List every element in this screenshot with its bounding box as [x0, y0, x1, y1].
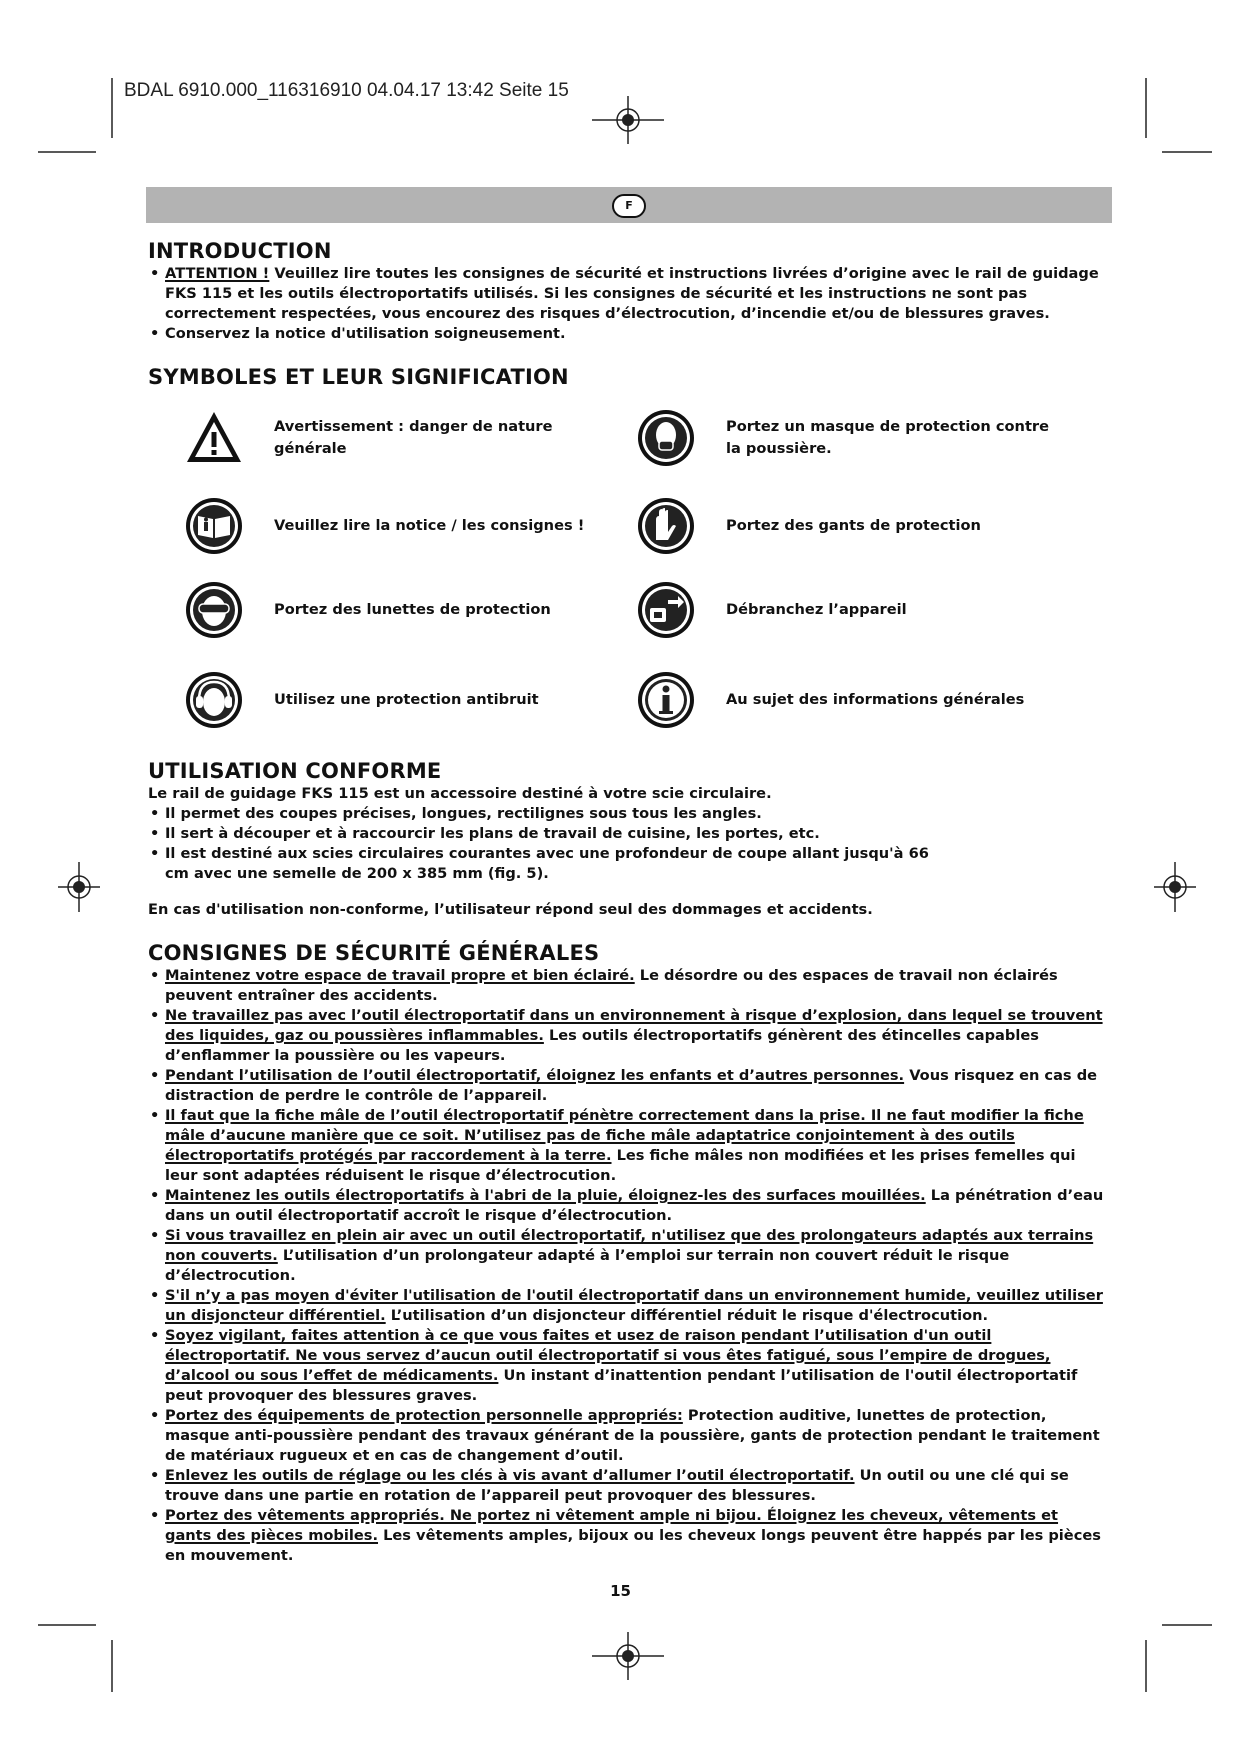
list-item — [148, 1286, 1108, 1326]
list-item — [148, 1186, 1108, 1226]
warning-triangle-icon — [184, 408, 244, 468]
safety-explanation: Le désordre ou des espaces de travail non éclairés peuvent entraîner des accidents. — [165, 967, 1058, 1004]
list-item: • Il permet des coupes précises, longues, rectilignes sous tous les angles. — [148, 804, 1108, 824]
list-item: • Conservez la notice d'utilisation soigneusement. — [148, 324, 1108, 344]
symbol-label: Veuillez lire la notice / les consignes ! — [274, 517, 585, 534]
attention-text: Veuillez lire toutes les consignes de sécurité et instructions livrées d’origine avec le rail de guidage FKS 115 et les outils électroportatifs utilisés. Si les consignes de sécurité et les instructions ne sont pas correctement respectées, vous encourez des risques d’électrocution, d’incendie et/ou de blessures graves. — [165, 265, 1099, 322]
safety-goggles-icon — [184, 580, 244, 640]
list-item — [148, 1066, 1108, 1106]
dust-mask-icon — [636, 408, 696, 468]
page-number: 15 — [610, 1582, 631, 1600]
safety-explanation: Les fiche mâles non modifiées et les prises femelles qui leur sont adaptées réduisent le risque d’électrocution. — [165, 1147, 1076, 1184]
unplug-icon — [636, 580, 696, 640]
symbol-dust-mask — [636, 408, 1056, 468]
safety-explanation: Vous risquez en cas de distraction de perdre le contrôle de l’appareil. — [165, 1067, 1098, 1104]
usage-heading: UTILISATION CONFORME — [148, 759, 442, 783]
list-item — [148, 264, 1108, 324]
safety-explanation: L’utilisation d’un prolongateur adapté à l’emploi sur terrain non couvert réduit le risque d’électrocution. — [165, 1247, 1010, 1284]
info-icon — [636, 670, 696, 730]
intro-heading: INTRODUCTION — [148, 239, 332, 263]
symbols-heading: SYMBOLES ET LEUR SIGNIFICATION — [148, 365, 569, 389]
list-item — [148, 1506, 1108, 1566]
safety-rule: Portez des vêtements appropriés. Ne portez ni vêtement ample ni bijou. Éloignez les cheveux, vêtements et gants des pièces mobiles. — [165, 1507, 1059, 1544]
usage-liability: En cas d'utilisation non-conforme, l’utilisateur répond seul des dommages et accidents. — [148, 901, 873, 918]
print-slug: BDAL 6910.000_116316910 04.04.17 13:42 Seite 15 — [124, 80, 569, 101]
safety-explanation: La pénétration d’eau dans un outil électroportatif accroît le risque d’électrocution. — [165, 1187, 1104, 1224]
gloves-icon — [636, 496, 696, 556]
symbol-goggles — [184, 580, 614, 640]
list-item: • Il sert à découper et à raccourcir les plans de travail de cuisine, les portes, etc. — [148, 824, 1108, 844]
symbol-label: Portez des lunettes de protection — [274, 601, 551, 618]
list-item — [148, 1106, 1108, 1186]
attention-label: ATTENTION ! — [165, 265, 270, 282]
usage-list — [148, 804, 1108, 884]
safety-rule: Maintenez les outils électroportatifs à l'abri de la pluie, éloignez-les des surfaces mouillées. — [165, 1187, 926, 1204]
safety-explanation: Les vêtements amples, bijoux ou les cheveux longs peuvent être happés par les pièces en mouvement. — [165, 1527, 1101, 1564]
safety-explanation: Un instant d’inattention pendant l’utilisation de l'outil électroportatif peut provoquer des blessures graves. — [165, 1367, 1078, 1404]
safety-heading: CONSIGNES DE SÉCURITÉ GÉNÉRALES — [148, 941, 600, 965]
safety-rule: Ne travaillez pas avec l’outil électroportatif dans un environnement à risque d’explosion, dans lequel se trouvent des liquides, gaz ou poussières inflammables. — [165, 1007, 1103, 1044]
page-content — [148, 238, 1108, 1566]
symbol-warning — [184, 408, 614, 468]
symbol-info — [636, 670, 1056, 730]
symbol-read-manual — [184, 496, 614, 556]
symbol-label: Portez un masque de protection contre la poussière. — [726, 418, 1050, 457]
safety-rule: S'il n’y a pas moyen d'éviter l'utilisation de l'outil électroportatif dans un environnement humide, veuillez utiliser un disjoncteur différentiel. — [165, 1287, 1103, 1324]
safety-list — [148, 966, 1108, 1566]
safety-rule: Si vous travaillez en plein air avec un outil électroportatif, n'utilisez que des prolongateurs adaptés aux terrains non couverts. — [165, 1227, 1094, 1264]
symbol-label: Débranchez l’appareil — [726, 601, 907, 618]
language-badge: F — [612, 194, 646, 218]
read-manual-icon — [184, 496, 244, 556]
symbol-label: Au sujet des informations générales — [726, 691, 1025, 708]
safety-rule: Maintenez votre espace de travail propre et bien éclairé. — [165, 967, 635, 984]
list-item: • Il est destiné aux scies circulaires courantes avec une profondeur de coupe allant jusqu'à 66 cm avec une semelle de 200 x 385 mm (fig. 5). — [148, 844, 935, 884]
symbol-label: Utilisez une protection antibruit — [274, 691, 539, 708]
list-item — [148, 1466, 1108, 1506]
safety-rule: Il faut que la fiche mâle de l’outil électroportatif pénètre correctement dans la prise. Il ne faut modifier la fiche mâle d’aucune manière que ce soit. N’utilisez pas de fiche mâle adaptatrice conjointement à des outils électroportatifs protégés par raccordement à la terre. — [165, 1107, 1084, 1164]
list-item — [148, 1006, 1108, 1066]
safety-rule: Soyez vigilant, faites attention à ce que vous faites et usez de raison pendant l’utilisation d'un outil électroportatif. Ne vous servez d’aucun outil électroportatif si vous êtes fatigué, sous l’empire de drogues, d’alcool ou sous l’effet de médicaments. — [165, 1327, 1051, 1384]
safety-rule: Pendant l’utilisation de l’outil électroportatif, éloignez les enfants et d’autres personnes. — [165, 1067, 905, 1084]
safety-rule: Enlevez les outils de réglage ou les clés à vis avant d’allumer l’outil électroportatif. — [165, 1467, 855, 1484]
symbol-label: Portez des gants de protection — [726, 517, 981, 534]
list-item — [148, 966, 1108, 1006]
safety-explanation: Un outil ou une clé qui se trouve dans une partie en rotation de l’appareil peut provoquer des blessures. — [165, 1467, 1069, 1504]
usage-intro: Le rail de guidage FKS 115 est un accessoire destiné à votre scie circulaire. — [148, 785, 772, 802]
list-item — [148, 1406, 1108, 1466]
safety-explanation: L’utilisation d’un disjoncteur différentiel réduit le risque d'électrocution. — [385, 1307, 989, 1324]
symbol-label: Avertissement : danger de nature générale — [274, 418, 553, 457]
symbol-unplug — [636, 580, 1056, 640]
symbols-grid — [148, 398, 1108, 758]
symbol-ear-protection — [184, 670, 614, 730]
symbol-gloves — [636, 496, 1056, 556]
ear-protection-icon — [184, 670, 244, 730]
list-item — [148, 1326, 1108, 1406]
safety-rule: Portez des équipements de protection personnelle appropriés: — [165, 1407, 683, 1424]
list-item — [148, 1226, 1108, 1286]
safety-explanation: Protection auditive, lunettes de protection, masque anti-poussière pendant des travaux générant de la poussière, gants de protection pendant le traitement de matériaux rugueux et en cas de changement d’outil. — [165, 1407, 1100, 1464]
intro-list — [148, 264, 1108, 344]
safety-explanation: Les outils électroportatifs génèrent des étincelles capables d’enflammer la poussière ou les vapeurs. — [165, 1027, 1039, 1064]
